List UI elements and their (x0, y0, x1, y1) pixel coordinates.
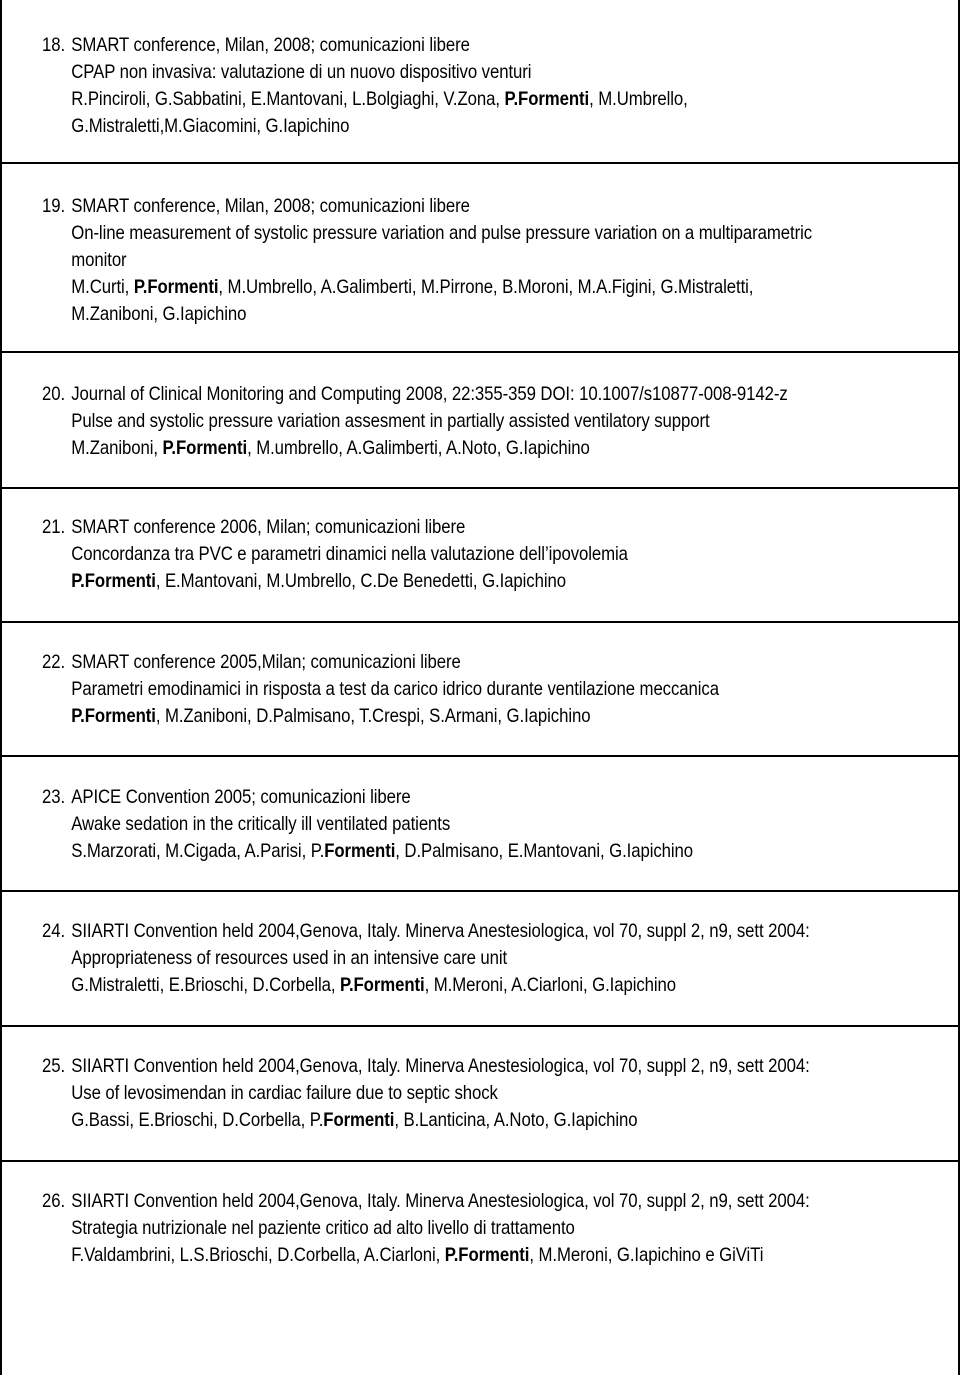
entry-number: 19. (42, 195, 66, 217)
entry-authors-cont: M.Zaniboni, G.Iapichino (71, 303, 247, 325)
entry-authors: G.Bassi, E.Brioschi, D.Corbella, P.Formenti, B.Lanticina, A.Noto, G.Iapichino (71, 1109, 638, 1131)
entry-title: Use of levosimendan in cardiac failure due to septic shock (71, 1082, 498, 1104)
entry-authors: M.Zaniboni, P.Formenti, M.umbrello, A.Galimberti, A.Noto, G.Iapichino (71, 437, 590, 459)
entry-venue: Journal of Clinical Monitoring and Computing 2008, 22:355-359 DOI: 10.1007/s10877-008-9142-z (71, 383, 788, 405)
entry-venue: SIIARTI Convention held 2004,Genova, Italy. Minerva Anestesiologica, vol 70, suppl 2, n9, sett 2004: (71, 1055, 810, 1077)
row-divider (0, 755, 960, 757)
entry-number: 21. (42, 516, 66, 538)
entry-authors: P.Formenti, E.Mantovani, M.Umbrello, C.De Benedetti, G.Iapichino (71, 570, 566, 592)
entry-title: Strategia nutrizionale nel paziente critico ad alto livello di trattamento (71, 1217, 575, 1239)
entry-venue: APICE Convention 2005; comunicazioni libere (71, 786, 411, 808)
entry-authors: M.Curti, P.Formenti, M.Umbrello, A.Galimberti, M.Pirrone, B.Moroni, M.A.Figini, G.Mistraletti, (71, 276, 754, 298)
entry-venue: SIIARTI Convention held 2004,Genova, Italy. Minerva Anestesiologica, vol 70, suppl 2, n9, sett 2004: (71, 920, 810, 942)
entry-title: Pulse and systolic pressure variation assesment in partially assisted ventilatory support (71, 410, 710, 432)
entry-authors: S.Marzorati, M.Cigada, A.Parisi, P.Formenti, D.Palmisano, E.Mantovani, G.Iapichino (71, 840, 694, 862)
entry-number: 22. (42, 651, 66, 673)
entry-authors: P.Formenti, M.Zaniboni, D.Palmisano, T.Crespi, S.Armani, G.Iapichino (71, 705, 591, 727)
entry-authors: R.Pinciroli, G.Sabbatini, E.Mantovani, L.Bolgiaghi, V.Zona, P.Formenti, M.Umbrello, (71, 88, 688, 110)
entry-number: 18. (42, 34, 66, 56)
row-divider (0, 351, 960, 353)
entry-venue: SMART conference, Milan, 2008; comunicazioni libere (71, 195, 470, 217)
row-divider (0, 1025, 960, 1027)
entry-authors: G.Mistraletti, E.Brioschi, D.Corbella, P.Formenti, M.Meroni, A.Ciarloni, G.Iapichino (71, 974, 677, 996)
entry-title: CPAP non invasiva: valutazione di un nuovo dispositivo venturi (71, 61, 532, 83)
table-border-left (0, 0, 2, 1375)
row-divider (0, 1160, 960, 1162)
entry-title: Concordanza tra PVC e parametri dinamici nella valutazione dell’ipovolemia (71, 543, 628, 565)
entry-number: 25. (42, 1055, 66, 1077)
row-divider (0, 162, 960, 164)
entry-number: 23. (42, 786, 66, 808)
row-divider (0, 890, 960, 892)
entry-title: On-line measurement of systolic pressure variation and pulse pressure variation on a multiparametric (71, 222, 813, 244)
entry-venue: SMART conference 2005,Milan; comunicazioni libere (71, 651, 461, 673)
entry-venue: SMART conference 2006, Milan; comunicazioni libere (71, 516, 466, 538)
entry-number: 24. (42, 920, 66, 942)
entry-authors-cont: G.Mistraletti,M.Giacomini, G.Iapichino (71, 115, 350, 137)
entry-title: Appropriateness of resources used in an intensive care unit (71, 947, 508, 969)
entry-number: 26. (42, 1190, 66, 1212)
entry-authors: F.Valdambrini, L.S.Brioschi, D.Corbella, A.Ciarloni, P.Formenti, M.Meroni, G.Iapichino e GiViTi (71, 1244, 764, 1266)
row-divider (0, 487, 960, 489)
entry-venue: SIIARTI Convention held 2004,Genova, Italy. Minerva Anestesiologica, vol 70, suppl 2, n9, sett 2004: (71, 1190, 810, 1212)
entry-venue: SMART conference, Milan, 2008; comunicazioni libere (71, 34, 470, 56)
entry-title-cont: monitor (71, 249, 127, 271)
entry-title: Parametri emodinamici in risposta a test da carico idrico durante ventilazione meccanica (71, 678, 719, 700)
entry-number: 20. (42, 383, 66, 405)
entry-title: Awake sedation in the critically ill ventilated patients (71, 813, 451, 835)
row-divider (0, 621, 960, 623)
